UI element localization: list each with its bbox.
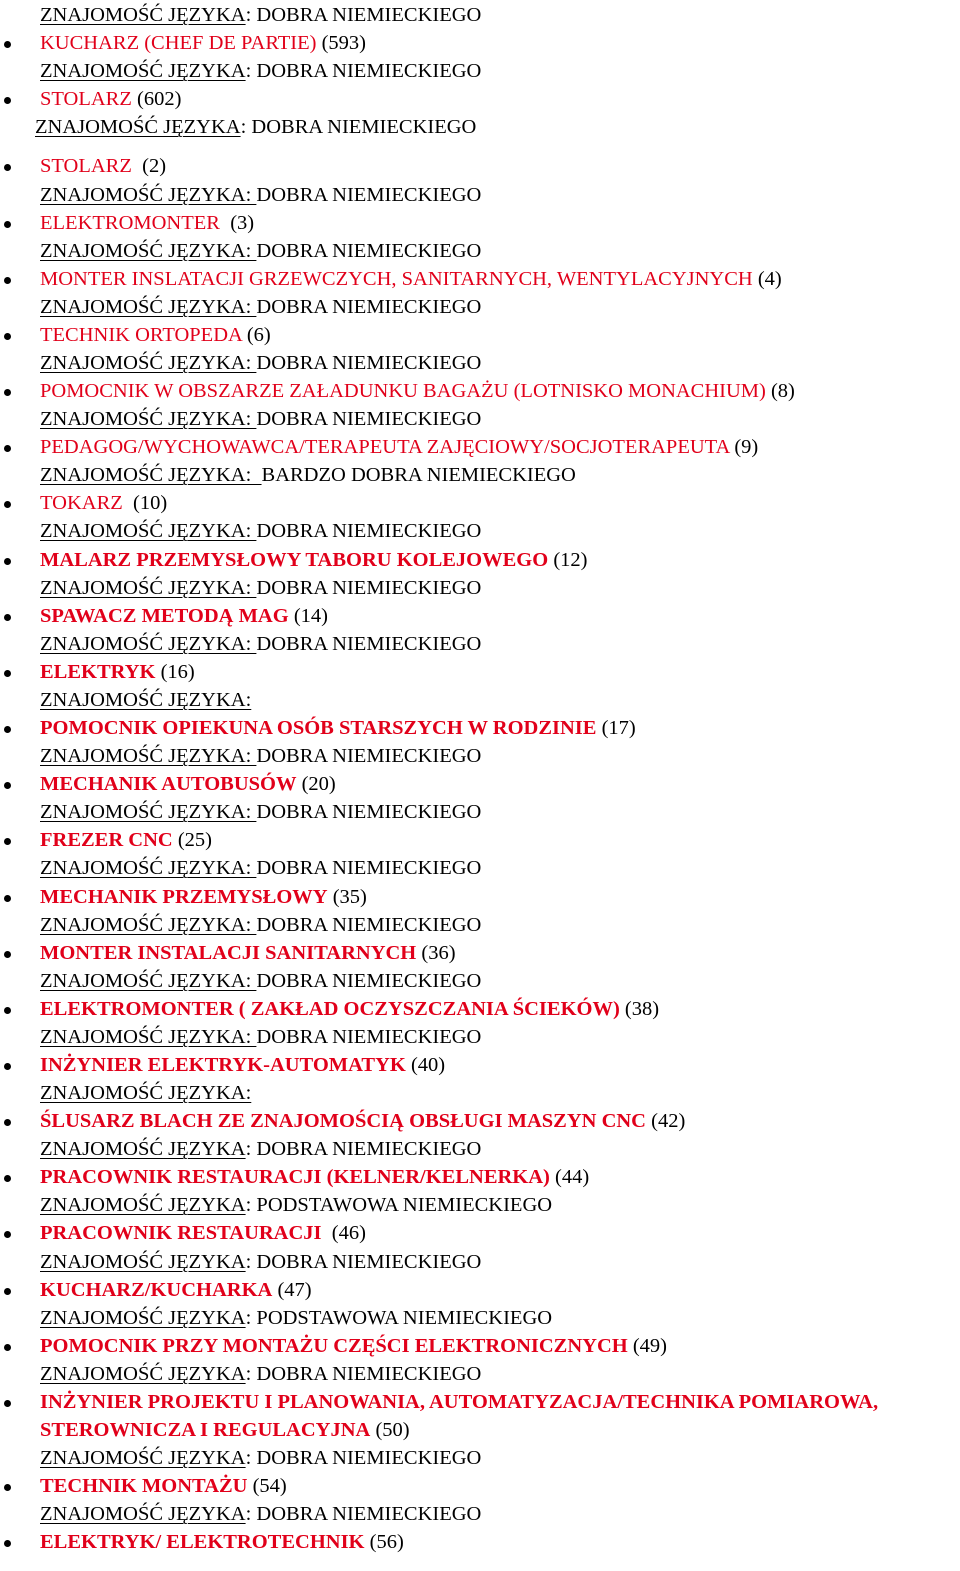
job-code: (3): [219, 211, 255, 234]
language-level: : DOBRA NIEMIECKIEGO: [245, 1503, 482, 1526]
language-label: ZNAJOMOŚĆ JĘZYKA:: [40, 801, 257, 824]
language-label: ZNAJOMOŚĆ JĘZYKA: [40, 1250, 246, 1273]
job-title: MONTER INSTALACJI SANITARNYCH: [40, 941, 417, 964]
language-level: DOBRA NIEMIECKIEGO: [256, 969, 482, 992]
job-code: (8): [765, 380, 795, 402]
language-level: : DOBRA NIEMIECKIEGO: [240, 116, 477, 139]
bullet-icon: [4, 1288, 11, 1295]
bullet-icon: [4, 895, 11, 902]
bullet-icon: [4, 558, 11, 565]
language-label: ZNAJOMOŚĆ JĘZYKA: [40, 1194, 246, 1217]
language-label: ZNAJOMOŚĆ JĘZYKA:: [40, 352, 257, 374]
job-title: INŻYNIER ELEKTRYK-AUTOMATYK: [40, 1054, 406, 1076]
language-requirement: [0, 1, 960, 29]
job-code: (14): [288, 604, 328, 627]
bullet-icon: [4, 97, 11, 104]
job-list-item: [0, 85, 960, 113]
language-level: DOBRA NIEMIECKIEGO: [256, 239, 482, 262]
job-title: KUCHARZ/KUCHARKA: [40, 1278, 273, 1301]
job-list-item: [0, 265, 960, 293]
job-code: (10): [122, 492, 168, 515]
language-requirement: [0, 349, 960, 377]
bullet-icon: [4, 1344, 11, 1351]
language-level: : PODSTAWOWA NIEMIECKIEGO: [245, 1194, 553, 1217]
language-level: DOBRA NIEMIECKIEGO: [256, 1025, 482, 1048]
job-code: (38): [619, 997, 660, 1020]
bullet-icon: [4, 1175, 11, 1182]
language-requirement: [0, 1023, 960, 1051]
language-requirement: [0, 1248, 960, 1276]
job-title: POMOCNIK PRZY MONTAŻU CZĘŚCI ELEKTRONICZNYCH: [40, 1334, 628, 1357]
job-list-item: [0, 489, 960, 517]
job-title: KUCHARZ (CHEF DE PARTIE): [40, 32, 317, 55]
bullet-icon: [4, 41, 11, 48]
job-list-item: [0, 1388, 960, 1444]
job-title: ELEKTROMONTER: [40, 211, 220, 234]
language-level: DOBRA NIEMIECKIEGO: [256, 183, 482, 206]
language-label: ZNAJOMOŚĆ JĘZYKA:: [40, 745, 257, 768]
job-title: MALARZ PRZEMYSŁOWY TABORU KOLEJOWEGO: [40, 548, 549, 571]
language-requirement: [0, 574, 960, 602]
bullet-icon: [4, 782, 11, 789]
language-label: ZNAJOMOŚĆ JĘZYKA:: [40, 1082, 252, 1104]
bullet-icon: [4, 277, 11, 284]
language-requirement: [0, 461, 960, 489]
job-title-continuation-line: [40, 1419, 410, 1441]
language-label: ZNAJOMOŚĆ JĘZYKA: [40, 1362, 246, 1385]
language-label: ZNAJOMOŚĆ JĘZYKA:: [40, 969, 257, 992]
job-code: (602): [131, 88, 182, 111]
language-level: DOBRA NIEMIECKIEGO: [256, 913, 482, 936]
language-requirement: [0, 1444, 960, 1472]
language-level: : DOBRA NIEMIECKIEGO: [245, 4, 482, 26]
job-list-item: [0, 714, 960, 742]
job-code: (40): [405, 1054, 446, 1076]
job-title: POMOCNIK OPIEKUNA OSÓB STARSZYCH W RODZINIE: [40, 717, 597, 739]
language-label: ZNAJOMOŚĆ JĘZYKA:: [40, 239, 257, 262]
language-requirement: [0, 967, 960, 995]
language-label: ZNAJOMOŚĆ JĘZYKA:: [40, 857, 257, 880]
job-code: (16): [155, 660, 195, 683]
job-code: (54): [247, 1475, 287, 1498]
bullet-icon: [4, 670, 11, 677]
bullet-icon: [4, 445, 11, 452]
language-level: DOBRA NIEMIECKIEGO: [256, 801, 482, 824]
bullet-icon: [4, 501, 11, 508]
job-title: PRACOWNIK RESTAURACJI (KELNER/KELNERKA): [40, 1166, 550, 1189]
language-requirement: [0, 237, 960, 265]
job-title: STOLARZ: [40, 88, 132, 111]
bullet-icon: [4, 1231, 11, 1238]
job-title: MECHANIK AUTOBUSÓW: [40, 773, 297, 796]
language-label: ZNAJOMOŚĆ JĘZYKA: [35, 116, 241, 139]
job-code: (42): [646, 1110, 686, 1133]
language-label: ZNAJOMOŚĆ JĘZYKA:: [40, 688, 252, 711]
language-level: BARDZO DOBRA NIEMIECKIEGO: [261, 464, 576, 487]
language-requirement: [0, 1191, 960, 1219]
job-list-item: [0, 1332, 960, 1360]
job-code: (12): [548, 548, 588, 571]
language-label: ZNAJOMOŚĆ JĘZYKA: [40, 1503, 246, 1526]
bullet-icon: [4, 333, 11, 340]
job-list-item: [0, 602, 960, 630]
job-title: PRACOWNIK RESTAURACJI: [40, 1222, 322, 1245]
job-title: ŚLUSARZ BLACH ZE ZNAJOMOŚCIĄ OBSŁUGI MASZYN CNC: [40, 1110, 646, 1133]
language-level: DOBRA NIEMIECKIEGO: [256, 745, 482, 768]
job-title: ELEKTROMONTER ( ZAKŁAD OCZYSZCZANIA ŚCIEKÓW): [40, 997, 620, 1020]
job-code: (6): [241, 323, 271, 346]
job-title-continuation: STEROWNICZA I REGULACYJNA: [40, 1418, 371, 1441]
job-list-item: [0, 1472, 960, 1500]
job-title: PEDAGOG/WYCHOWAWCA/TERAPEUTA ZAJĘCIOWY/SOCJOTERAPEUTA: [40, 436, 730, 459]
job-code: (593): [316, 32, 367, 55]
job-code: (35): [327, 885, 367, 908]
language-level: : PODSTAWOWA NIEMIECKIEGO: [245, 1306, 553, 1329]
language-requirement: [0, 1079, 960, 1107]
job-list-item: [0, 770, 960, 798]
job-code: (50): [370, 1418, 410, 1441]
language-label: ZNAJOMOŚĆ JĘZYKA:: [40, 408, 257, 431]
language-label: ZNAJOMOŚĆ JĘZYKA:: [40, 632, 257, 655]
job-title: STOLARZ: [40, 155, 132, 178]
job-code: (4): [752, 267, 782, 290]
language-requirement: [0, 57, 960, 85]
job-list-item: [0, 546, 960, 574]
language-level: DOBRA NIEMIECKIEGO: [256, 352, 482, 374]
job-title: TOKARZ: [40, 492, 123, 515]
bullet-icon: [4, 1484, 11, 1491]
language-requirement: [0, 1304, 960, 1332]
job-list-item: [0, 939, 960, 967]
language-requirement: [0, 293, 960, 321]
language-level: DOBRA NIEMIECKIEGO: [256, 857, 482, 880]
job-list-item: [0, 1528, 960, 1556]
job-list-item: [0, 826, 960, 854]
language-level: : DOBRA NIEMIECKIEGO: [245, 1250, 482, 1273]
job-code: (25): [172, 829, 212, 852]
job-code: (44): [549, 1166, 590, 1189]
language-requirement: [0, 686, 960, 714]
language-level: : DOBRA NIEMIECKIEGO: [245, 60, 482, 83]
language-level: DOBRA NIEMIECKIEGO: [256, 632, 482, 655]
job-title: TECHNIK ORTOPEDA: [40, 323, 242, 346]
bullet-icon: [4, 951, 11, 958]
bullet-icon: [4, 726, 11, 733]
language-label: ZNAJOMOŚĆ JĘZYKA:: [40, 576, 257, 599]
job-list-item: [0, 209, 960, 237]
job-list-item: [0, 1219, 960, 1247]
language-requirement: [0, 113, 960, 141]
language-level: : DOBRA NIEMIECKIEGO: [245, 1362, 482, 1385]
language-level: : DOBRA NIEMIECKIEGO: [245, 1138, 482, 1161]
language-level: DOBRA NIEMIECKIEGO: [256, 408, 482, 431]
language-label: ZNAJOMOŚĆ JĘZYKA: [40, 4, 246, 26]
bullet-icon: [4, 164, 11, 171]
language-label: ZNAJOMOŚĆ JĘZYKA:: [40, 183, 257, 206]
language-requirement: [0, 181, 960, 209]
job-list-item: [0, 321, 960, 349]
bullet-icon: [4, 614, 11, 621]
bullet-icon: [4, 1540, 11, 1547]
job-title: POMOCNIK W OBSZARZE ZAŁADUNKU BAGAŻU (LOTNISKO MONACHIUM): [40, 380, 766, 402]
language-requirement: [0, 798, 960, 826]
job-code: (2): [131, 155, 167, 178]
language-requirement: [0, 405, 960, 433]
language-level: DOBRA NIEMIECKIEGO: [256, 295, 482, 318]
job-code: (46): [321, 1222, 366, 1245]
job-list-item: [0, 1163, 960, 1191]
job-title: ELEKTRYK/ ELEKTROTECHNIK: [40, 1531, 365, 1554]
bullet-icon: [4, 1063, 11, 1070]
language-level: : DOBRA NIEMIECKIEGO: [245, 1447, 482, 1470]
language-label: ZNAJOMOŚĆ JĘZYKA: [40, 1447, 246, 1470]
job-code: (36): [416, 941, 456, 964]
language-requirement: [0, 1360, 960, 1388]
job-title: INŻYNIER PROJEKTU I PLANOWANIA, AUTOMATYZACJA/TECHNIKA POMIAROWA,: [40, 1390, 879, 1413]
language-level: DOBRA NIEMIECKIEGO: [256, 520, 482, 543]
job-code: (9): [729, 436, 759, 459]
language-label: ZNAJOMOŚĆ JĘZYKA: [40, 1306, 246, 1329]
job-title: SPAWACZ METODĄ MAG: [40, 604, 289, 627]
language-requirement: [0, 854, 960, 882]
job-code: (47): [272, 1278, 312, 1301]
language-label: ZNAJOMOŚĆ JĘZYKA:: [40, 295, 257, 318]
job-code: (17): [596, 717, 636, 739]
language-label: ZNAJOMOŚĆ JĘZYKA: [40, 1138, 246, 1161]
bullet-icon: [4, 838, 11, 845]
language-label: ZNAJOMOŚĆ JĘZYKA:: [40, 913, 257, 936]
language-label: ZNAJOMOŚĆ JĘZYKA:: [40, 1025, 257, 1048]
job-list-item: [0, 29, 960, 57]
job-title: TECHNIK MONTAŻU: [40, 1475, 248, 1498]
job-list-item: [0, 1107, 960, 1135]
job-code: (49): [627, 1334, 667, 1357]
job-list-item: [0, 883, 960, 911]
job-list-item: [0, 152, 960, 180]
job-list-item: [0, 1051, 960, 1079]
job-code: (20): [296, 773, 336, 796]
bullet-icon: [4, 1400, 11, 1407]
bullet-icon: [4, 389, 11, 396]
language-requirement: [0, 630, 960, 658]
bullet-icon: [4, 1119, 11, 1126]
job-list-item: [0, 658, 960, 686]
language-requirement: [0, 517, 960, 545]
job-list-item: [0, 377, 960, 405]
language-level: DOBRA NIEMIECKIEGO: [256, 576, 482, 599]
job-title: FREZER CNC: [40, 829, 173, 852]
job-title: MONTER INSLATACJI GRZEWCZYCH, SANITARNYCH, WENTYLACYJNYCH: [40, 267, 753, 290]
language-label: ZNAJOMOŚĆ JĘZYKA:: [40, 464, 262, 487]
job-code: (56): [364, 1531, 404, 1554]
language-requirement: [0, 1500, 960, 1528]
bullet-icon: [4, 1007, 11, 1014]
language-requirement: [0, 742, 960, 770]
job-list-item: [0, 1276, 960, 1304]
bullet-icon: [4, 221, 11, 228]
language-label: ZNAJOMOŚĆ JĘZYKA: [40, 60, 246, 83]
job-list-item: [0, 433, 960, 461]
language-label: ZNAJOMOŚĆ JĘZYKA:: [40, 520, 257, 543]
job-title: MECHANIK PRZEMYSŁOWY: [40, 885, 328, 908]
language-requirement: [0, 1135, 960, 1163]
language-requirement: [0, 911, 960, 939]
job-title: ELEKTRYK: [40, 660, 156, 683]
job-list-item: [0, 995, 960, 1023]
